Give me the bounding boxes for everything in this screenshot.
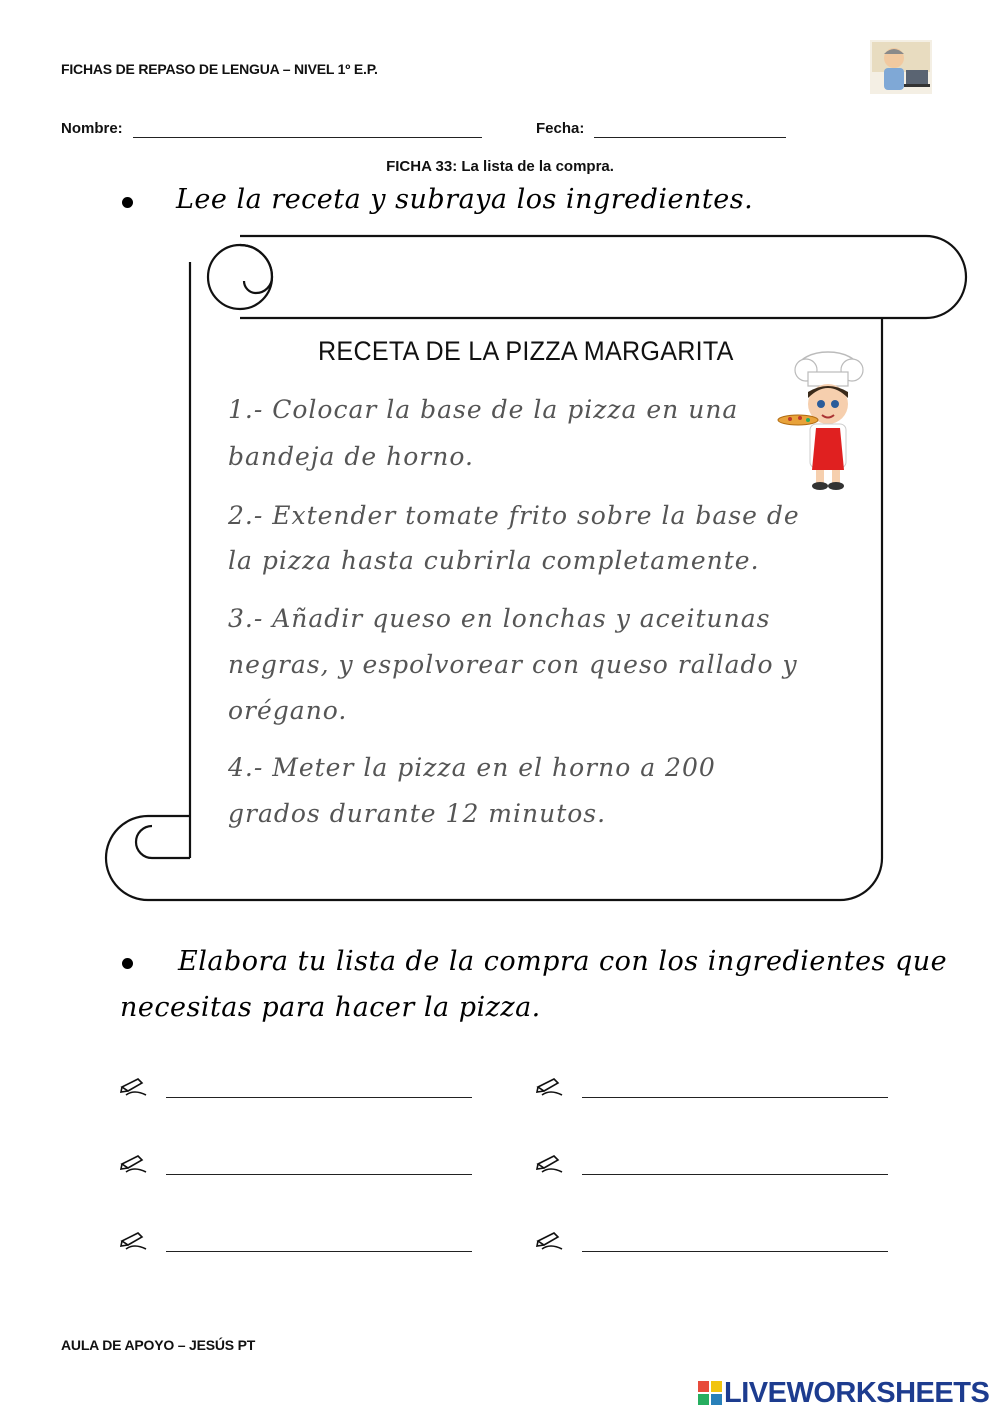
- recipe-line: 1.- Colocar la base de la pizza en una: [228, 395, 739, 424]
- instruction-list-cont: necesitas para hacer la pizza.: [120, 992, 541, 1023]
- list-item[interactable]: [120, 1227, 480, 1257]
- footer-credit: AULA DE APOYO – JESÚS PT: [61, 1337, 256, 1353]
- recipe-line: negras, y espolvorear con queso rallado y: [228, 650, 798, 679]
- recipe-line: 4.- Meter la pizza en el horno a 200: [228, 753, 716, 782]
- list-item[interactable]: [120, 1150, 480, 1180]
- answer-line[interactable]: [582, 1174, 888, 1175]
- list-item[interactable]: [536, 1150, 896, 1180]
- answer-line[interactable]: [582, 1251, 888, 1252]
- recipe-line: 3.- Añadir queso en lonchas y aceitunas: [228, 604, 771, 633]
- answer-line[interactable]: [582, 1097, 888, 1098]
- recipe-line: la pizza hasta cubrirla completamente.: [228, 546, 760, 575]
- recipe-line: bandeja de horno.: [228, 442, 474, 471]
- recipe-line: orégano.: [228, 696, 348, 725]
- instruction-list: Elabora tu lista de la compra con los ingredientes que: [178, 946, 948, 977]
- name-label: Nombre:: [61, 120, 123, 137]
- pencil-writing-icon: [120, 1075, 148, 1097]
- liveworksheets-logo-icon: [698, 1381, 722, 1405]
- pencil-writing-icon: [120, 1152, 148, 1174]
- answer-line[interactable]: [166, 1251, 472, 1252]
- answer-line[interactable]: [166, 1174, 472, 1175]
- sheet-title: FICHA 33: La lista de la compra.: [386, 158, 614, 175]
- answer-line[interactable]: [166, 1097, 472, 1098]
- recipe-line: grados durante 12 minutos.: [228, 799, 607, 828]
- date-label: Fecha:: [536, 120, 585, 137]
- pencil-writing-icon: [536, 1075, 564, 1097]
- instruction-read: Lee la receta y subraya los ingredientes.: [176, 184, 754, 215]
- chef-illustration: [776, 348, 880, 492]
- recipe-line: 2.- Extender tomate frito sobre la base de: [228, 501, 800, 530]
- recipe-title: RECETA DE LA PIZZA MARGARITA: [318, 336, 734, 366]
- list-item[interactable]: [536, 1227, 896, 1257]
- list-item[interactable]: [120, 1073, 480, 1103]
- pencil-writing-icon: [120, 1229, 148, 1251]
- bullet-icon: [122, 958, 133, 969]
- brand-name: LIVEWORKSHEETS: [724, 1377, 990, 1409]
- header-title: FICHAS DE REPASO DE LENGUA – NIVEL 1º E.P.: [61, 61, 378, 77]
- list-item[interactable]: [536, 1073, 896, 1103]
- pencil-writing-icon: [536, 1229, 564, 1251]
- pencil-writing-icon: [536, 1152, 564, 1174]
